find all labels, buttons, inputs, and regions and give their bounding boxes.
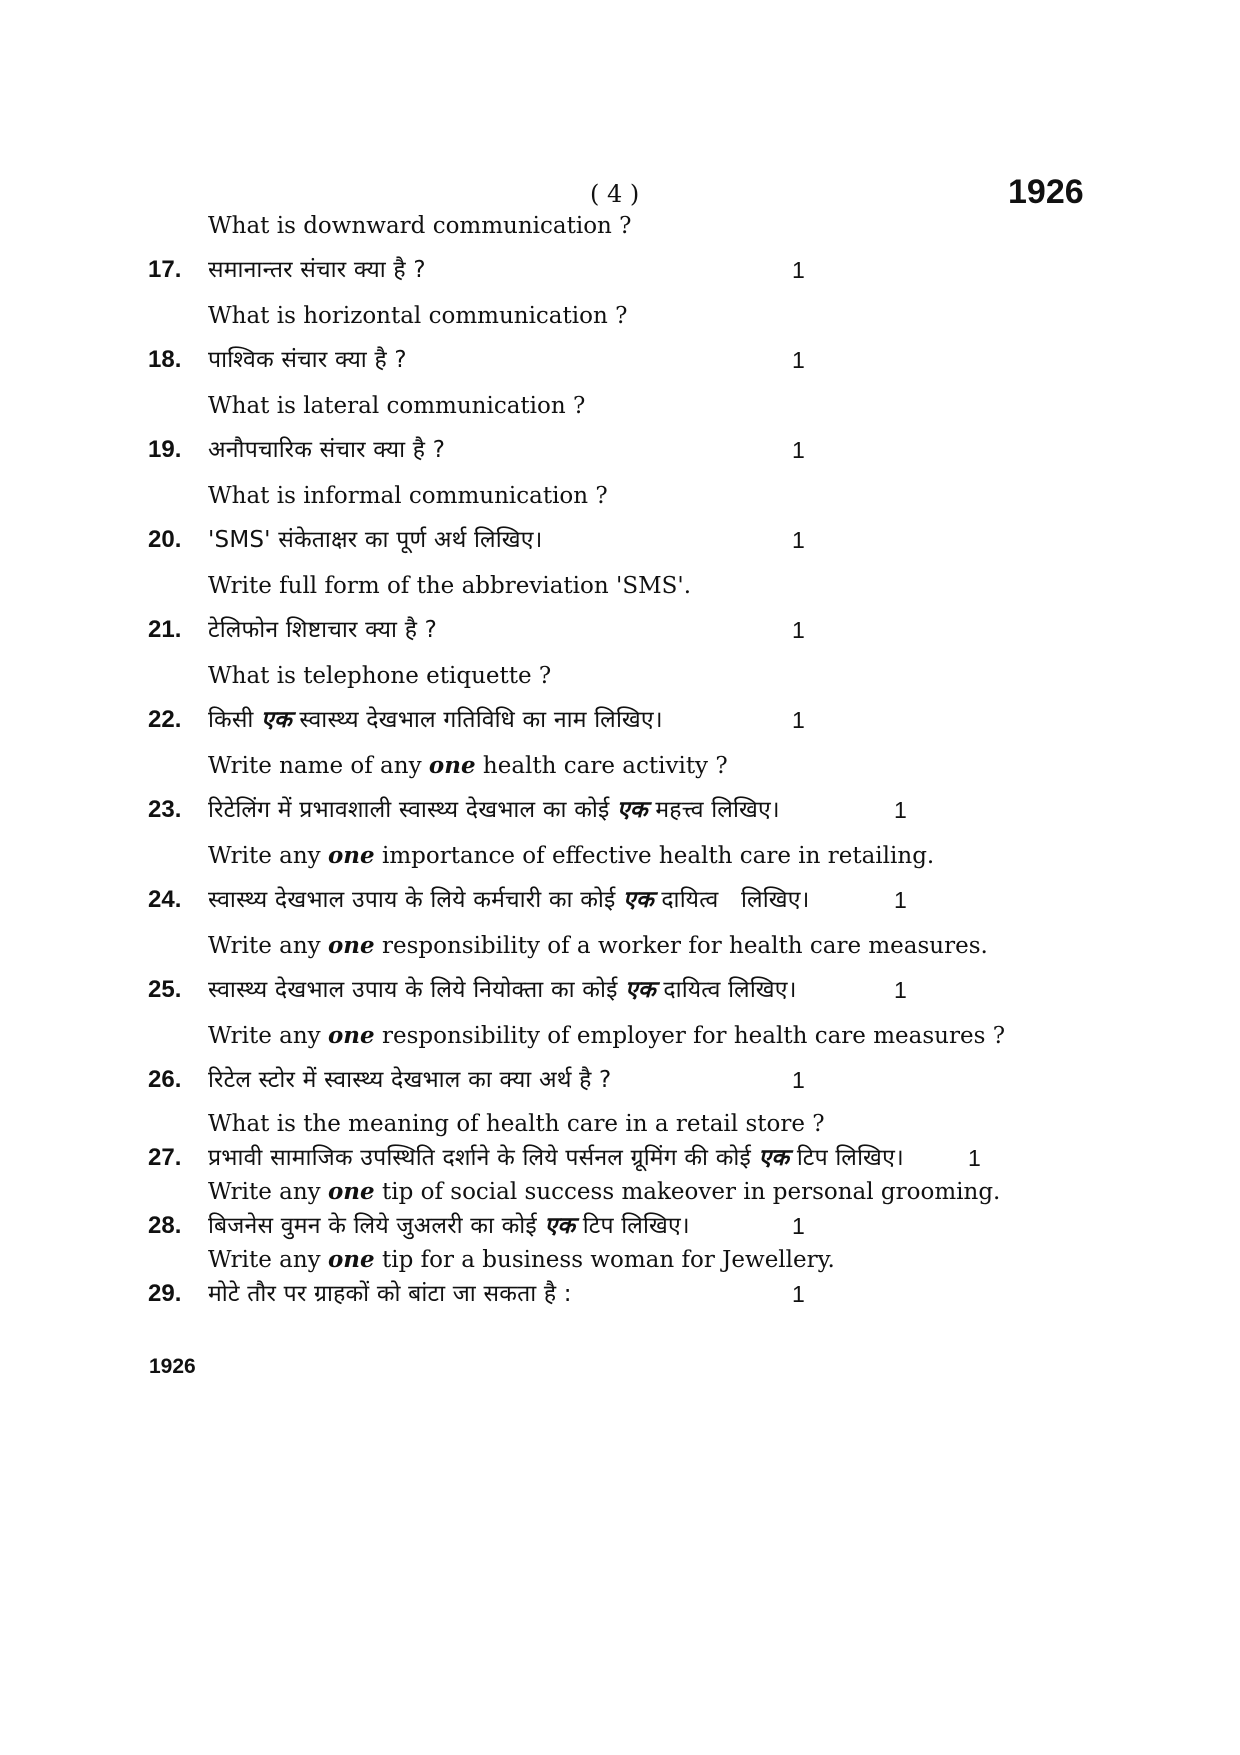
- question-19-hindi-line: [0, 431, 1240, 469]
- question-24-hindi-line: [0, 881, 1240, 919]
- question-marks: 1: [792, 1213, 805, 1239]
- english-text-part: importance of effective health care in retailing.: [374, 843, 935, 869]
- hindi-text-part: दायित्व लिखिए।: [653, 887, 810, 913]
- question-29-hindi-line: [0, 1275, 1240, 1313]
- question-27-english-line: [0, 1173, 1240, 1211]
- question-17-hindi-line: [0, 251, 1240, 289]
- question-18-english-line: [0, 387, 1240, 425]
- question-english-text: Write full form of the abbreviation 'SMS'.: [208, 573, 692, 599]
- question-english-text: What is horizontal communication ?: [208, 303, 628, 329]
- question-21-english-line: [0, 657, 1240, 695]
- hindi-text-part: किसी: [208, 707, 262, 733]
- english-text-part: responsibility of employer for health care measures ?: [374, 1023, 1006, 1049]
- question-marks: 1: [792, 257, 805, 283]
- question-marks: 1: [792, 437, 805, 463]
- hindi-text-part: रिटेलिंग में प्रभावशाली स्वास्थ्य देखभाल का कोई: [208, 797, 618, 823]
- hindi-text-part: दायित्व लिखिए।: [655, 977, 797, 1003]
- question-marks: 1: [894, 797, 907, 823]
- hindi-text-part: प्रभावी सामाजिक उपस्थिति दर्शाने के लिये पर्सनल ग्रूमिंग की कोई: [208, 1145, 759, 1171]
- question-27-hindi-line: [0, 1139, 1240, 1177]
- question-english-text: What is lateral communication ?: [208, 393, 586, 419]
- question-english-text: What is downward communication ?: [208, 213, 632, 239]
- english-text-part: Write any: [208, 933, 328, 959]
- question-16-english-line: [0, 207, 1240, 245]
- question-23-hindi-line: [0, 791, 1240, 829]
- hindi-text-part: टिप लिखिए।: [575, 1213, 690, 1239]
- question-english-text: [208, 927, 988, 965]
- emphasis-word: एक: [544, 1213, 576, 1239]
- emphasis-word: one: [327, 1246, 375, 1273]
- emphasis-word: one: [428, 752, 476, 779]
- question-marks: 1: [792, 527, 805, 553]
- question-28-hindi-line: [0, 1207, 1240, 1245]
- question-hindi-text: मोटे तौर पर ग्राहकों को बांटा जा सकता है :: [208, 1281, 572, 1307]
- question-number: 17.: [148, 256, 182, 283]
- question-marks: 1: [792, 1281, 805, 1307]
- question-number: 22.: [148, 706, 182, 733]
- question-hindi-text: पाश्विक संचार क्या है ?: [208, 347, 407, 373]
- question-hindi-text: [208, 881, 810, 919]
- question-20-hindi-line: [0, 521, 1240, 559]
- question-28-english-line: [0, 1241, 1240, 1279]
- question-marks: 1: [792, 347, 805, 373]
- question-marks: 1: [792, 617, 805, 643]
- question-20-english-line: [0, 567, 1240, 605]
- emphasis-word: एक: [758, 1145, 790, 1171]
- question-english-text: [208, 747, 728, 785]
- question-hindi-text: समानान्तर संचार क्या है ?: [208, 257, 426, 283]
- question-number: 21.: [148, 616, 182, 643]
- question-26-hindi-line: [0, 1061, 1240, 1099]
- question-number: 26.: [148, 1066, 182, 1093]
- emphasis-word: एक: [261, 707, 292, 733]
- hindi-text-part: स्वास्थ्य देखभाल उपाय के लिये कर्मचारी का कोई: [208, 887, 624, 913]
- question-marks: 1: [968, 1145, 981, 1171]
- question-marks: 1: [894, 977, 907, 1003]
- english-text-part: tip of social success makeover in personal grooming.: [374, 1179, 1001, 1205]
- hindi-text-part: स्वास्थ्य देखभाल उपाय के लिये नियोक्ता का कोई: [208, 977, 626, 1003]
- english-text-part: responsibility of a worker for health care measures.: [374, 933, 988, 959]
- question-number: 18.: [148, 346, 182, 373]
- question-hindi-text: [208, 971, 797, 1009]
- question-number: 24.: [148, 886, 182, 913]
- question-22-english-line: [0, 747, 1240, 785]
- question-number: 19.: [148, 436, 182, 463]
- question-english-text: [208, 1017, 1005, 1055]
- question-hindi-text: टेलिफोन शिष्टाचार क्या है ?: [208, 617, 438, 643]
- question-17-english-line: [0, 297, 1240, 335]
- english-text-part: Write any: [208, 1247, 328, 1273]
- question-hindi-text: [208, 1207, 690, 1245]
- question-marks: 1: [792, 1067, 805, 1093]
- english-text-part: Write name of any: [208, 753, 429, 779]
- hindi-text-part: टिप लिखिए।: [789, 1145, 904, 1171]
- emphasis-word: one: [327, 1178, 375, 1205]
- question-number: 28.: [148, 1212, 182, 1239]
- question-22-hindi-line: [0, 701, 1240, 739]
- question-hindi-text: 'SMS' संकेताक्षर का पूर्ण अर्थ लिखिए।: [208, 527, 543, 553]
- english-text-part: tip for a business woman for Jewellery.: [374, 1247, 835, 1273]
- question-english-text: What is telephone etiquette ?: [208, 663, 552, 689]
- emphasis-word: एक: [617, 797, 648, 823]
- question-number: 20.: [148, 526, 182, 553]
- question-21-hindi-line: [0, 611, 1240, 649]
- question-hindi-text: रिटेल स्टोर में स्वास्थ्य देखभाल का क्या अर्थ है ?: [208, 1067, 612, 1093]
- hindi-text-part: महत्त्व लिखिए।: [647, 797, 780, 823]
- hindi-text-part: स्वास्थ्य देखभाल गतिविधि का नाम लिखिए।: [291, 707, 663, 733]
- paper-code-header: 1926: [1008, 173, 1084, 211]
- emphasis-word: one: [327, 932, 375, 959]
- question-english-text: [208, 1241, 835, 1279]
- english-text-part: health care activity ?: [475, 753, 728, 779]
- question-english-text: [208, 1173, 1000, 1211]
- question-english-text: What is informal communication ?: [208, 483, 608, 509]
- emphasis-word: एक: [623, 887, 654, 913]
- paper-code-footer: 1926: [149, 1355, 196, 1378]
- question-hindi-text: [208, 701, 663, 739]
- emphasis-word: one: [327, 1022, 375, 1049]
- question-number: 25.: [148, 976, 182, 1003]
- question-hindi-text: [208, 1139, 904, 1177]
- emphasis-word: एक: [625, 977, 656, 1003]
- english-text-part: Write any: [208, 1023, 328, 1049]
- question-hindi-text: अनौपचारिक संचार क्या है ?: [208, 437, 446, 463]
- page-number: ( 4 ): [590, 180, 640, 208]
- question-24-english-line: [0, 927, 1240, 965]
- question-hindi-text: [208, 791, 780, 829]
- question-25-hindi-line: [0, 971, 1240, 1009]
- question-marks: 1: [894, 887, 907, 913]
- english-text-part: Write any: [208, 1179, 328, 1205]
- question-18-hindi-line: [0, 341, 1240, 379]
- question-english-text: What is the meaning of health care in a retail store ?: [208, 1111, 825, 1137]
- hindi-text-part: बिजनेस वुमन के लिये जुअलरी का कोई: [208, 1213, 545, 1239]
- question-23-english-line: [0, 837, 1240, 875]
- question-number: 27.: [148, 1144, 182, 1171]
- question-26-english-line: [0, 1105, 1240, 1143]
- question-19-english-line: [0, 477, 1240, 515]
- question-25-english-line: [0, 1017, 1240, 1055]
- english-text-part: Write any: [208, 843, 328, 869]
- question-english-text: [208, 837, 934, 875]
- question-number: 23.: [148, 796, 182, 823]
- question-number: 29.: [148, 1280, 182, 1307]
- emphasis-word: one: [327, 842, 375, 869]
- question-marks: 1: [792, 707, 805, 733]
